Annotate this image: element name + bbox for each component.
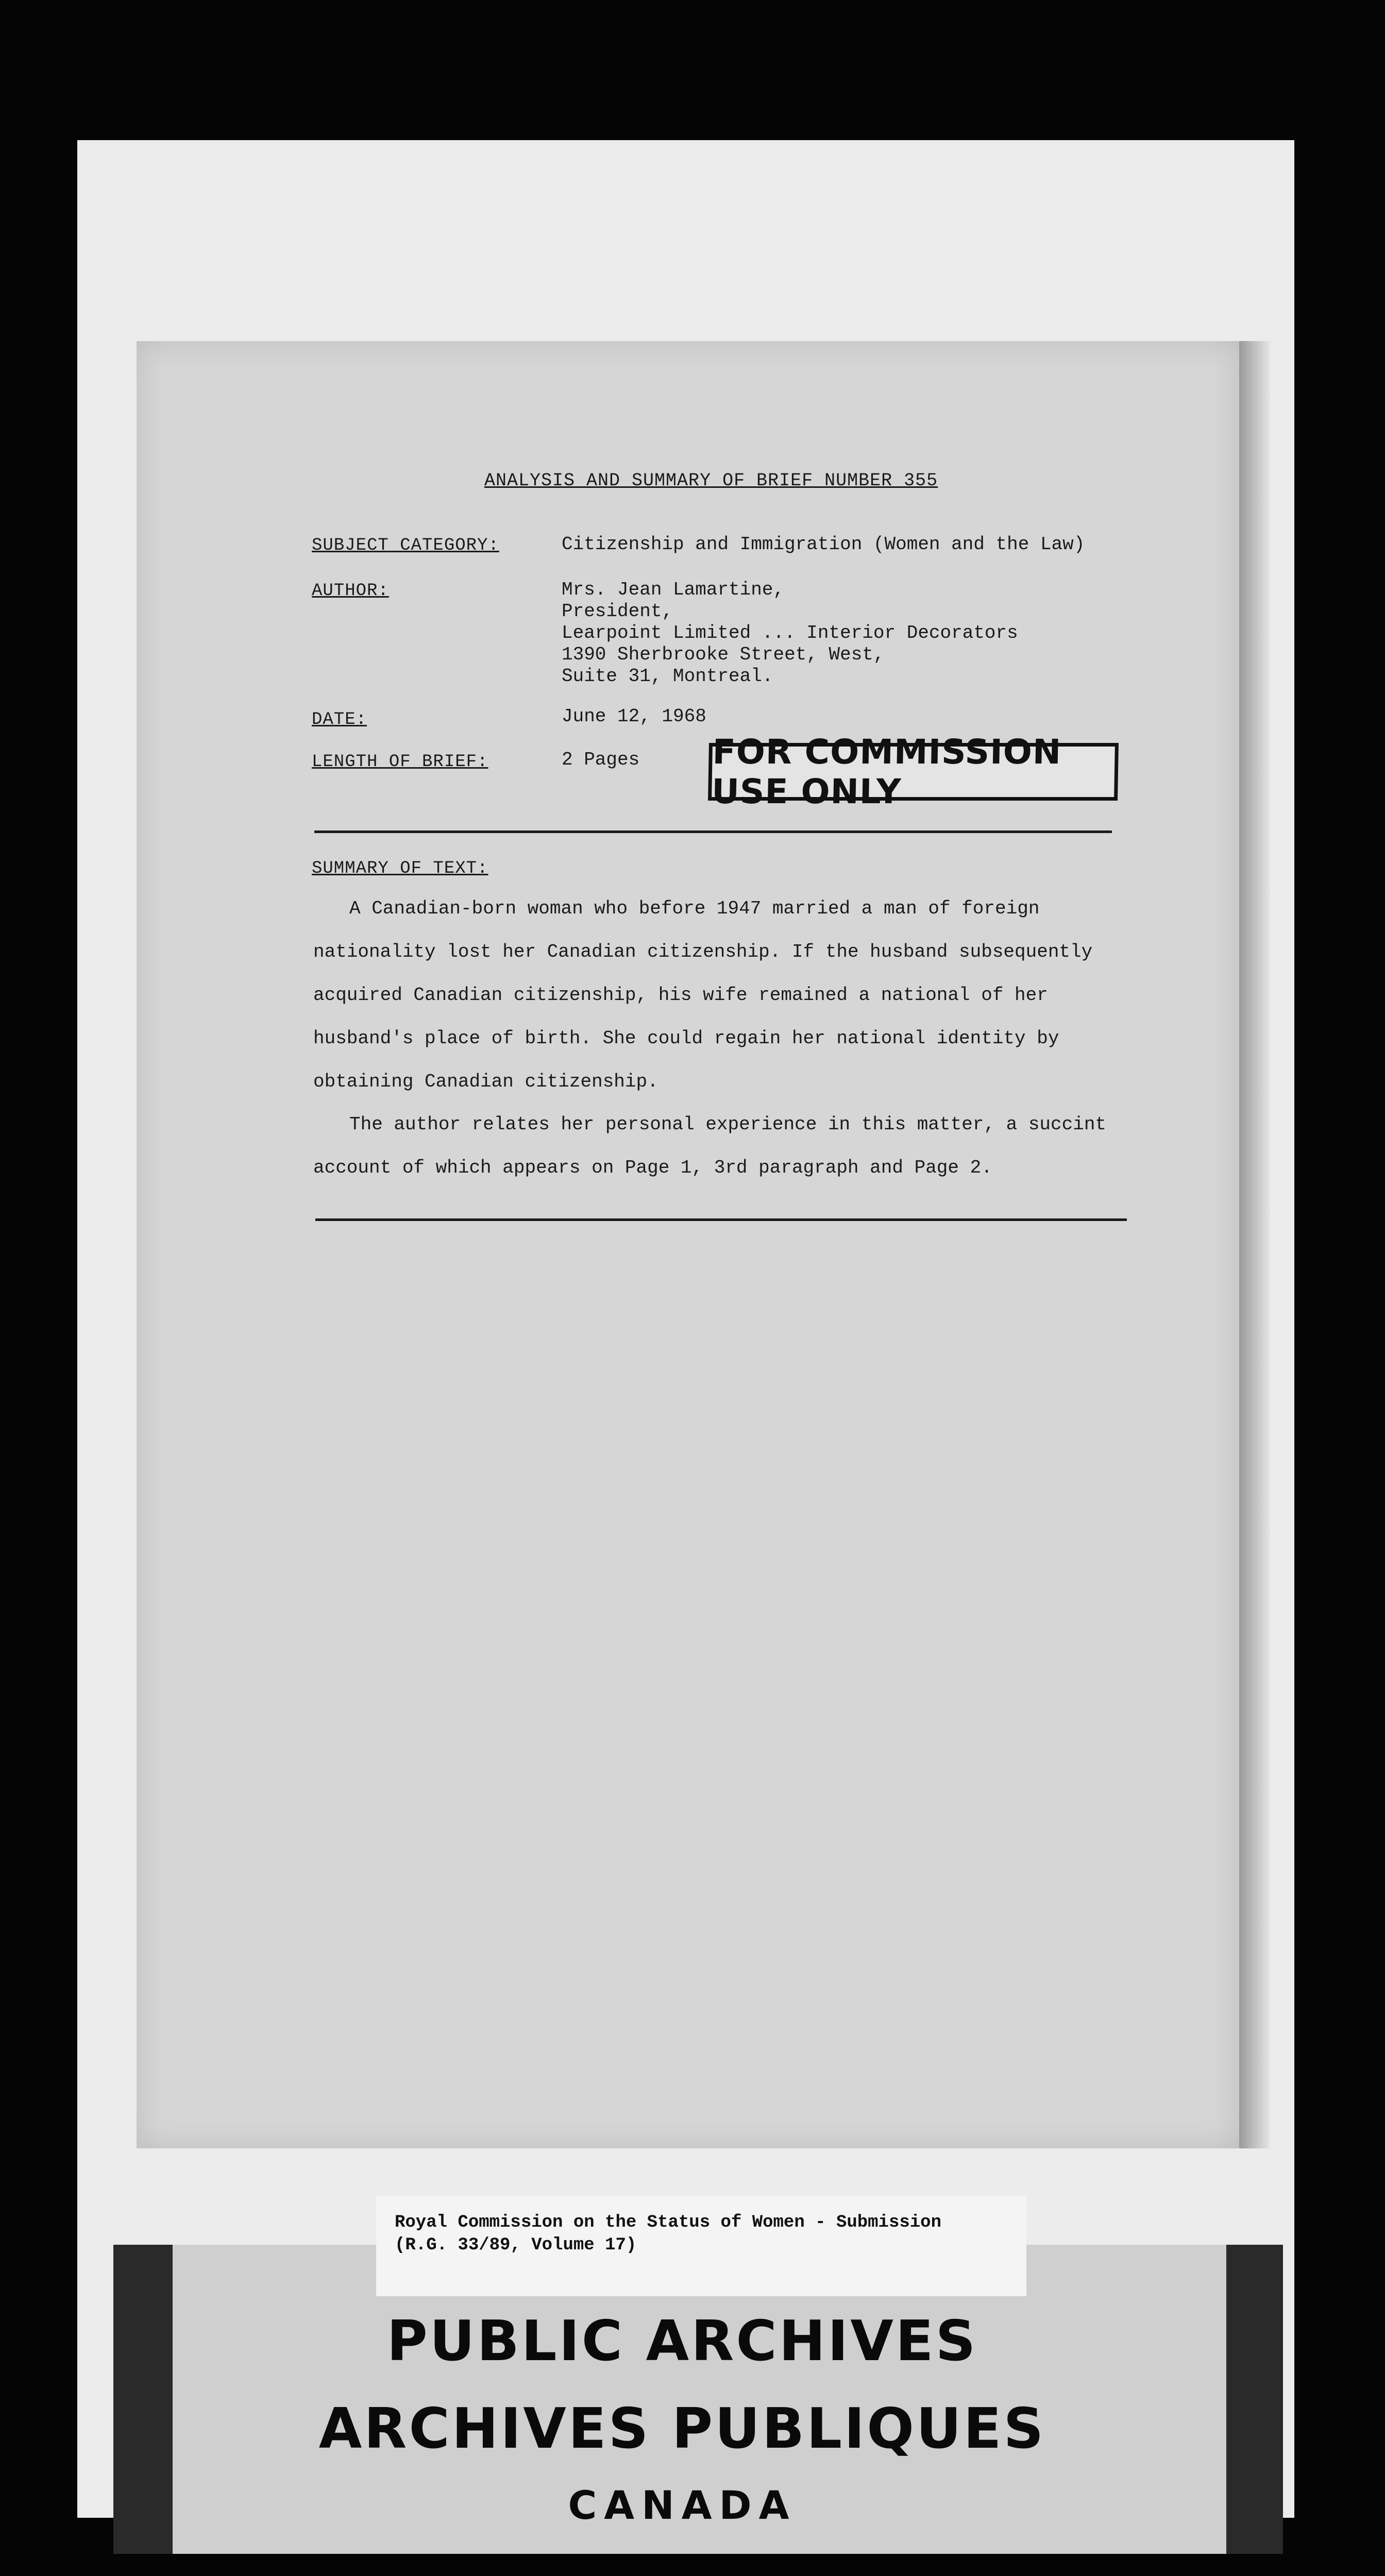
archives-heading: ARCHIVES PUBLIQUES: [318, 2397, 1046, 2461]
subject-category-label: SUBJECT CATEGORY:: [312, 536, 499, 555]
summary-label: SUMMARY OF TEXT:: [312, 859, 488, 878]
date-value: June 12, 1968: [562, 706, 706, 727]
author-label: AUTHOR:: [312, 581, 389, 601]
sheet-edge: [1239, 341, 1270, 2148]
archives-heading: PUBLIC ARCHIVES: [386, 2309, 978, 2374]
divider-rule: [314, 831, 1112, 833]
length-label: LENGTH OF BRIEF:: [312, 752, 488, 772]
author-line: President,: [562, 601, 673, 622]
date-label: DATE:: [312, 710, 367, 730]
author-line: Learpoint Limited ... Interior Decorators: [562, 622, 1018, 643]
summary-paragraph: The author relates her personal experience in this matter, a succint account of which appears on Page 1, 3rd paragraph and Page 2.: [313, 1114, 1107, 1178]
archives-country: CANADA: [568, 2482, 797, 2528]
author-line: 1390 Sherbrooke Street, West,: [562, 644, 885, 665]
document-title: ANALYSIS AND SUMMARY OF BRIEF NUMBER 355: [484, 470, 938, 491]
author-line: Mrs. Jean Lamartine,: [562, 579, 785, 600]
commission-use-stamp: FOR COMMISSION USE ONLY: [708, 743, 1119, 801]
caption-line: (R.G. 33/89, Volume 17): [395, 2235, 637, 2255]
divider-rule: [315, 1218, 1127, 1221]
subject-category-value: Citizenship and Immigration (Women and the Law): [562, 534, 1085, 555]
caption-line: Royal Commission on the Status of Women - Submission: [395, 2213, 941, 2232]
document-sheet: [137, 341, 1239, 2148]
author-line: Suite 31, Montreal.: [562, 666, 773, 687]
archive-caption-label: [376, 2196, 1026, 2296]
summary-paragraph: A Canadian-born woman who before 1947 married a man of foreign nationality lost her Canadian citizenship. If the husband subsequently acquired Canadian citizenship, his wife remained a national of her husband's place of birth. She could regain her national identity by obtaining Canadian citizenship.: [313, 898, 1093, 1092]
length-value: 2 Pages: [562, 749, 640, 770]
